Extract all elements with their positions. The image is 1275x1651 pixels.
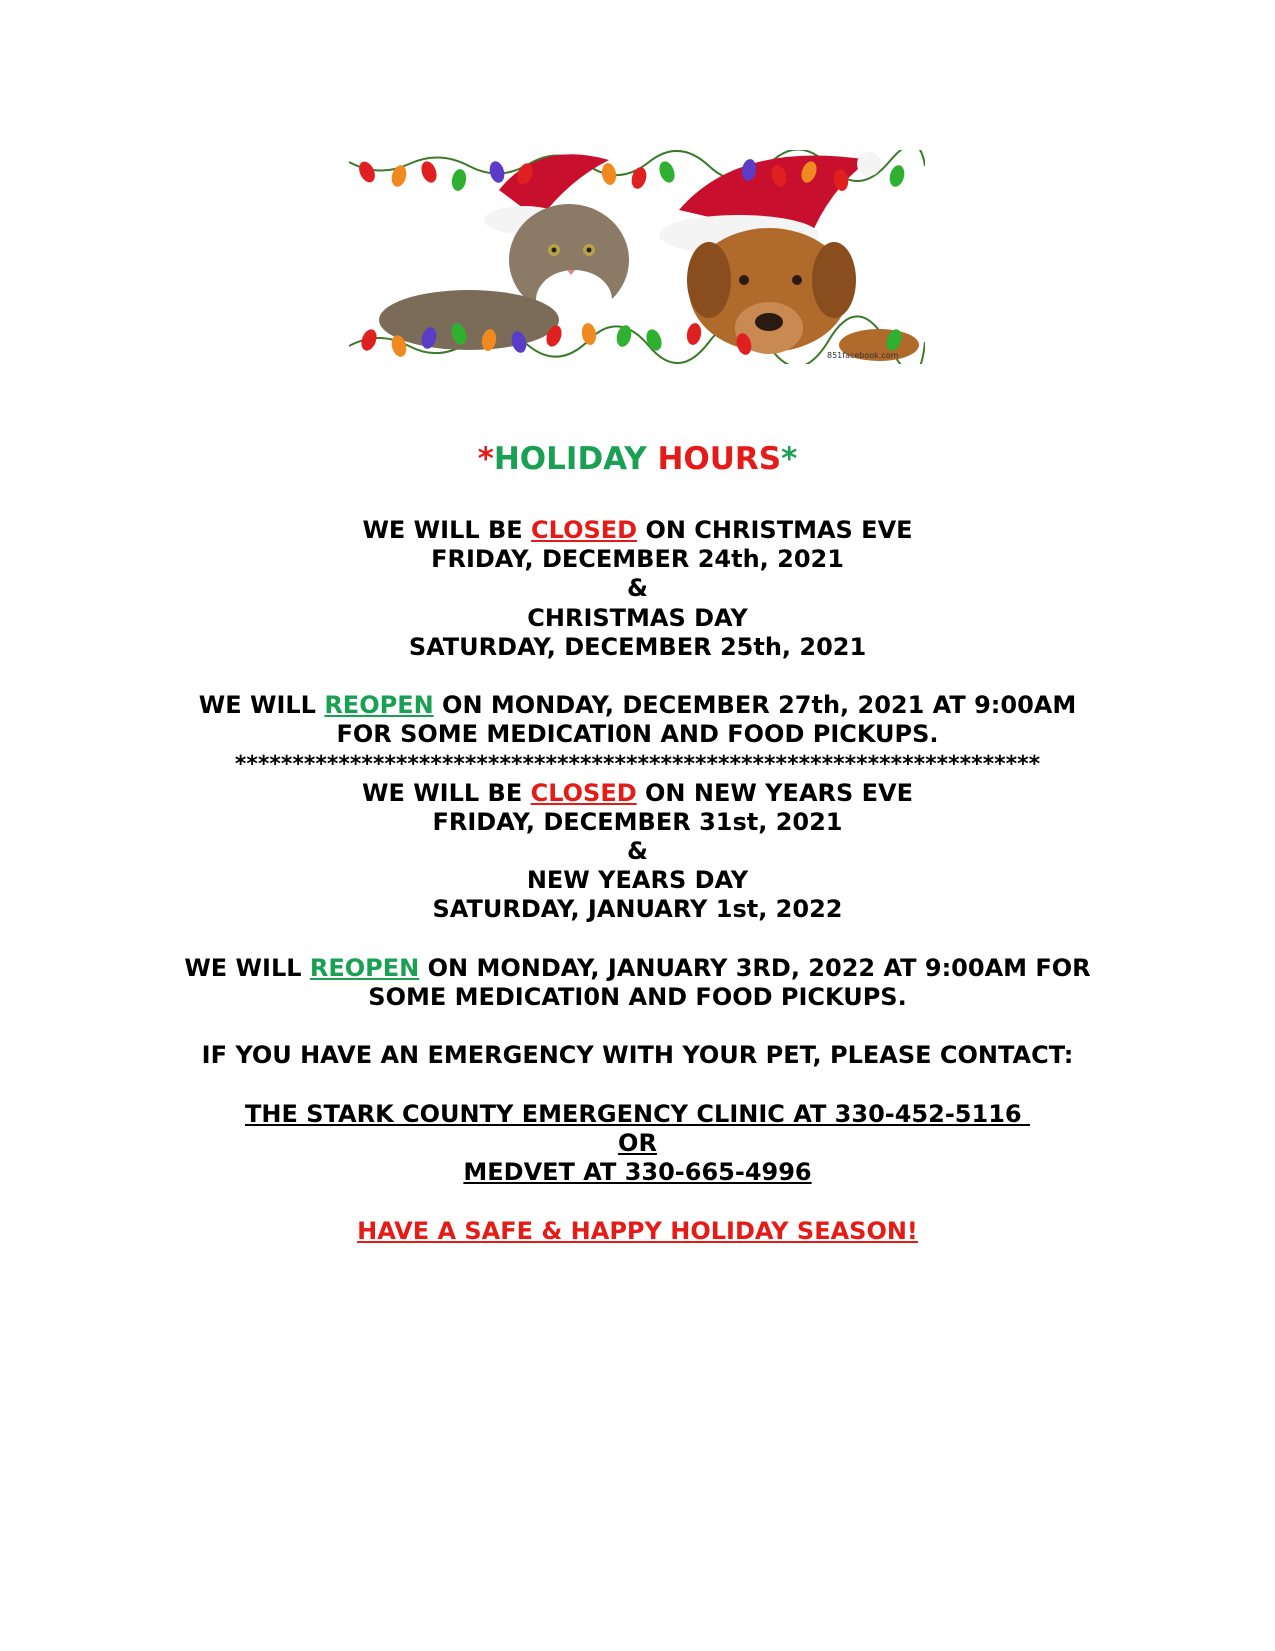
holiday-greeting: HAVE A SAFE & HAPPY HOLIDAY SEASON! [357,1216,918,1245]
christmas-ampersand: & [627,574,648,603]
or-word: OR [618,1128,657,1157]
newyear-ampersand: & [627,837,648,866]
christmas-reopen-line [0,691,1275,720]
christmas-closed-word: CLOSED [531,516,638,544]
medvet-phone: MEDVET AT 330-665-4996 [463,1158,812,1187]
emergency-clinic-contact [0,1100,1275,1129]
newyear-closed-word: CLOSED [530,778,637,807]
christmas-day-label: CHRISTMAS DAY [527,603,748,632]
holiday-hours-heading [0,437,1275,481]
stark-county-clinic: THE STARK COUNTY EMERGENCY CLINIC AT 330-452-5116 [245,1099,1030,1128]
holiday-banner-image [349,150,925,364]
newyear-reopen-line [0,954,1275,983]
christmas-eve-date: FRIDAY, DECEMBER 24th, 2021 [431,545,844,574]
christmas-reopen-word: REOPEN [324,691,434,720]
banner-watermark: 851facebook.com [827,351,899,360]
christmas-pickup-line: FOR SOME MEDICATI0N AND FOOD PICKUPS. [336,720,939,749]
newyear-reopen-word: REOPEN [309,953,420,982]
newyear-reopen-post: ON MONDAY, JANUARY 3RD, 2022 AT 9:00AM FOR [419,953,1091,982]
newyear-reopen-pre: WE WILL [184,953,310,982]
newyear-closed-post: ON NEW YEARS EVE [636,778,913,807]
newyear-closed-line [0,779,1275,808]
notice-body [0,516,1275,1246]
newyear-closed-pre: WE WILL BE [361,778,531,807]
christmas-reopen-post: ON MONDAY, DECEMBER 27th, 2021 AT 9:00AM [433,691,1077,720]
emergency-or-line [0,1129,1275,1158]
heading-star-right: * [781,441,798,477]
christmas-reopen-pre: WE WILL [198,691,325,720]
closing-line [0,1217,1275,1246]
christmas-closed-pre: WE WILL BE [362,516,532,544]
medvet-contact [0,1158,1275,1187]
christmas-closed-line [0,516,1275,545]
newyear-day-label: NEW YEARS DAY [526,866,749,895]
newyear-pickup-line: SOME MEDICATI0N AND FOOD PICKUPS. [368,983,907,1011]
heading-word-hours: HOURS [657,441,782,477]
newyear-eve-date: FRIDAY, DECEMBER 31st, 2021 [432,807,843,836]
heading-word-holiday: HOLIDAY [493,441,647,477]
christmas-closed-post: ON CHRISTMAS EVE [637,516,913,544]
emergency-intro: IF YOU HAVE AN EMERGENCY WITH YOUR PET, PLEASE CONTACT: [201,1041,1074,1070]
christmas-day-date: SATURDAY, DECEMBER 25th, 2021 [408,632,867,661]
newyear-day-date: SATURDAY, JANUARY 1st, 2022 [432,895,843,924]
star-divider: ********************************************************************** [234,751,1041,777]
heading-star-left: * [477,441,494,477]
